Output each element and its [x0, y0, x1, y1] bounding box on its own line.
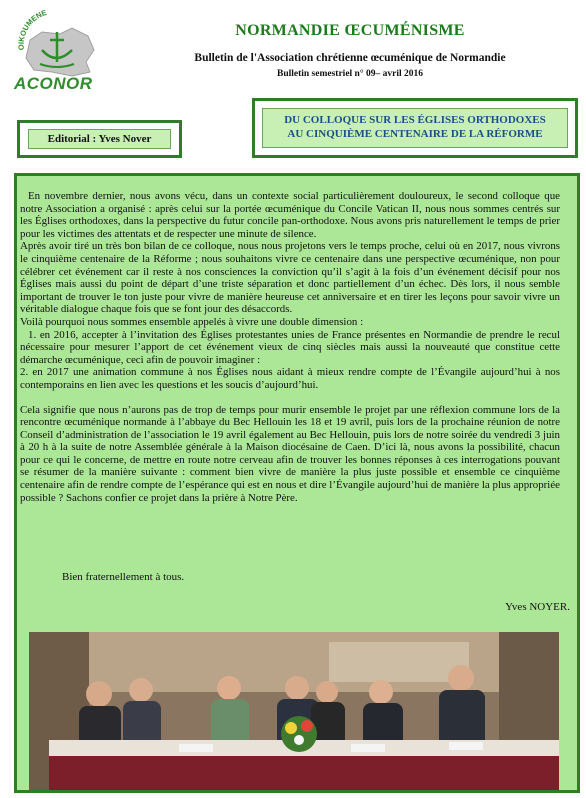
- article-body: [20, 190, 560, 504]
- bulletin-subtitle: Bulletin de l'Association chrétienne œcuménique de Normandie: [194, 52, 506, 64]
- issue-line: Bulletin semestriel n° 09– avril 2016: [276, 69, 424, 79]
- article-paragraph: 1. en 2016, accepter à l’invitation des Églises protestantes unies de France présentes en Normandie de prendre le recul nécessaire pour mesurer l’apport de cet événement vieux de cinq siècles mais aussi la nouveauté que constitue cette démarche œcuménique, ceci afin de pouvoir imaginer :: [20, 328, 560, 366]
- logo-arc-text: OIKOUMENE: [16, 10, 48, 51]
- bulletin-title: NORMANDIE ŒCUMÉNISME: [235, 22, 465, 39]
- signature: Yves NOYER.: [505, 601, 570, 613]
- article-paragraph: Après avoir tiré un très bon bilan de ce colloque, nous nous projetons vers le temps proche, celui où en 2017, nous vivrons le cinquième centenaire de la Réforme ; nous souhaitons vivre ce centenaire dans une perspective œcuménique, non pour célébrer cet événement car il reste à nos consciences la conviction qu’il s’agit à la fois d’un événement décisif pour nos Églises mais aussi du point de départ d’une triste séparation et donc partiellement d’un échec. Dès lors, il nous semble important de trouver le ton juste pour vivre de manière heureuse cet anniversaire et en tirer les leçons pour savoir vivre un véritable dialogue chaque fois que se font jour des désaccords.: [20, 240, 560, 316]
- article-paragraph: Cela signifie que nous n’aurons pas de trop de temps pour murir ensemble le projet par une réflexion commune lors de la rencontre œcuménique normande à l’abbaye du Bec Hellouin les 18 et 19 avril, puis lors de la prochaine réunion de notre Conseil d’administration de l’association le 19 avril également au Bec Hellouin, puis lors de notre soirée du vendredi 3 juin à 20 h à la suite de notre Assemblée générale à la Maison diocésaine de Caen. D’ici là, nous avons la possibilité, chacun pour ce qui le concerne, de mettre en route notre cerveau afin de trouver les bonnes réponses à ces interrogations pouvant se résumer de la manière suivante : comment bien vivre de manière la plus juste possible et ensemble ce cinquième centenaire afin de rendre compte de l’espérance qui est en nous et dire l’Évangile aujourd’hui de manière la plus appropriée possible ? Sachons confier ce projet dans la prière à Notre Père.: [20, 403, 560, 504]
- editorial-label: Editorial : Yves Nover: [28, 129, 171, 149]
- closing-line: Bien fraternellement à tous.: [62, 571, 185, 583]
- editorial-box: [17, 120, 182, 158]
- colloquium-photo: [29, 632, 559, 790]
- logo-wordmark: ACONOR: [14, 74, 93, 93]
- article-paragraph: En novembre dernier, nous avons vécu, dans un contexte social particulièrement douloureux, le second colloque que notre Association a organisé : après celui sur la portée œcuménique du Concile Vatican II, nous nous sommes centrés sur les Églises orthodoxes, dans la perspective du futur concile pan-orthodoxe. Nous avons pris naturellement le temps de prier pour les victimes des attentats et de respecter une minute de silence.: [20, 190, 560, 240]
- article-paragraph: Voilà pourquoi nous sommes ensemble appelés à vivre une double dimension :: [20, 315, 364, 328]
- headline-line-2: AU CINQUIÈME CENTENAIRE DE LA RÉFORME: [287, 128, 543, 140]
- article-paragraph: 2. en 2017 une animation commune à nos Églises nous aidant à mieux rendre compte de l’Évangile aujourd’hui à nos contemporains en lien avec les questions et les soucis d’aujourd’hui.: [20, 366, 560, 391]
- headline: [262, 108, 568, 148]
- headline-box: [252, 98, 578, 158]
- headline-line-1: DU COLLOQUE SUR LES ÉGLISES ORTHODOXES: [284, 114, 546, 126]
